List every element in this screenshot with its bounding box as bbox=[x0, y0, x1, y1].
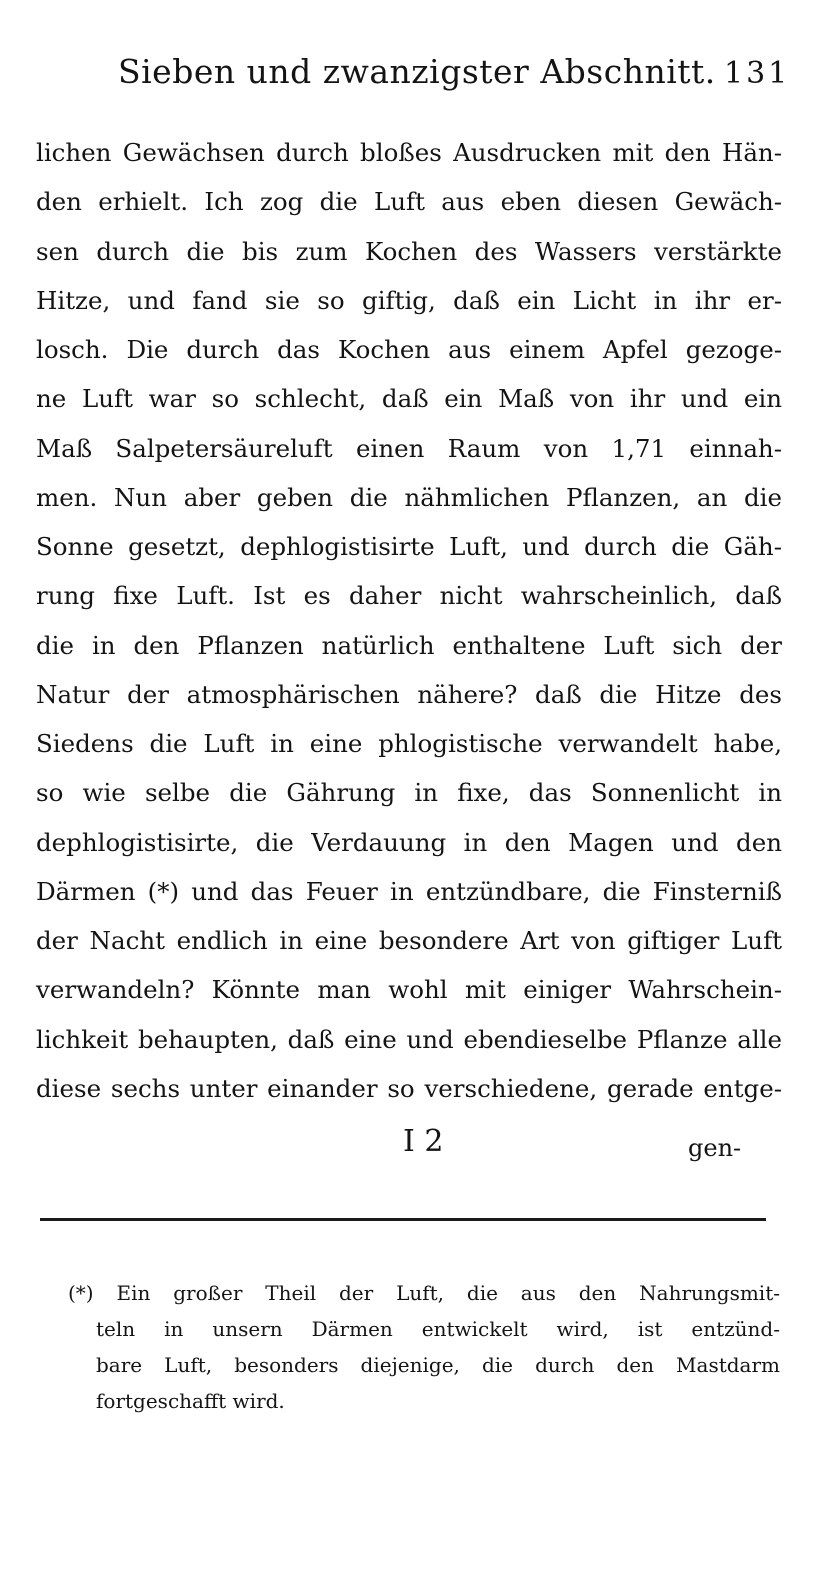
text-line: Natur der atmosphärischen nähere? daß die Hitze des bbox=[36, 679, 782, 709]
text-line: diese sechs unter einander so verschiedene, gerade entge- bbox=[36, 1073, 782, 1103]
running-head-title: Sieben und zwanzigster Abschnitt. bbox=[118, 52, 716, 91]
signature-mark: I 2 bbox=[403, 1124, 444, 1159]
text-line: lichkeit behaupten, daß eine und ebendieselbe Pflanze alle bbox=[36, 1024, 782, 1054]
text-line: verwandeln? Könnte man wohl mit einiger Wahrschein- bbox=[36, 975, 782, 1005]
footnote bbox=[68, 1275, 780, 1419]
catchword: gen- bbox=[688, 1134, 742, 1162]
text-line: die in den Pflanzen natürlich enthaltene Luft sich der bbox=[36, 630, 782, 660]
page-number: 131 bbox=[724, 56, 791, 91]
text-line: so wie selbe die Gährung in fixe, das Sonnenlicht in bbox=[36, 778, 782, 808]
footnote-line: teln in unsern Därmen entwickelt wird, ist entzünd- bbox=[96, 1317, 780, 1341]
text-line: Siedens die Luft in eine phlogistische verwandelt habe, bbox=[36, 729, 782, 758]
text-line: rung fixe Luft. Ist es daher nicht wahrscheinlich, daß bbox=[36, 581, 782, 611]
text-line: ne Luft war so schlecht, daß ein Maß von ihr und ein bbox=[36, 384, 782, 414]
footnote-line: (*) Ein großer Theil der Luft, die aus den Nahrungsmit- bbox=[68, 1281, 780, 1305]
text-line: Sonne gesetzt, dephlogistisirte Luft, und durch die Gäh- bbox=[36, 532, 782, 561]
text-line: dephlogistisirte, die Verdauung in den Magen und den bbox=[36, 827, 782, 857]
text-line: losch. Die durch das Kochen aus einem Apfel gezoge- bbox=[36, 335, 782, 364]
body-text bbox=[36, 128, 782, 1113]
text-line: der Nacht endlich in eine besondere Art von giftiger Luft bbox=[36, 926, 782, 955]
footnote-divider bbox=[40, 1218, 766, 1221]
text-line: men. Nun aber geben die nähmlichen Pflanzen, an die bbox=[36, 482, 782, 512]
text-line: Hitze, und fand sie so giftig, daß ein Licht in ihr er- bbox=[36, 285, 782, 315]
text-line: sen durch die bis zum Kochen des Wassers verstärkte bbox=[36, 236, 782, 266]
footnote-line: bare Luft, besonders diejenige, die durch den Mastdarm bbox=[96, 1353, 780, 1377]
footnote-line: fortgeschafft wird. bbox=[96, 1389, 285, 1413]
text-line: lichen Gewächsen durch bloßes Ausdrucken mit den Hän- bbox=[36, 138, 782, 167]
text-line: den erhielt. Ich zog die Luft aus eben diesen Gewäch- bbox=[36, 187, 782, 217]
text-line: Maß Salpetersäureluft einen Raum von 1,71 einnah- bbox=[36, 433, 782, 463]
text-line: Därmen (*) und das Feuer in entzündbare, die Finsterniß bbox=[36, 876, 782, 906]
